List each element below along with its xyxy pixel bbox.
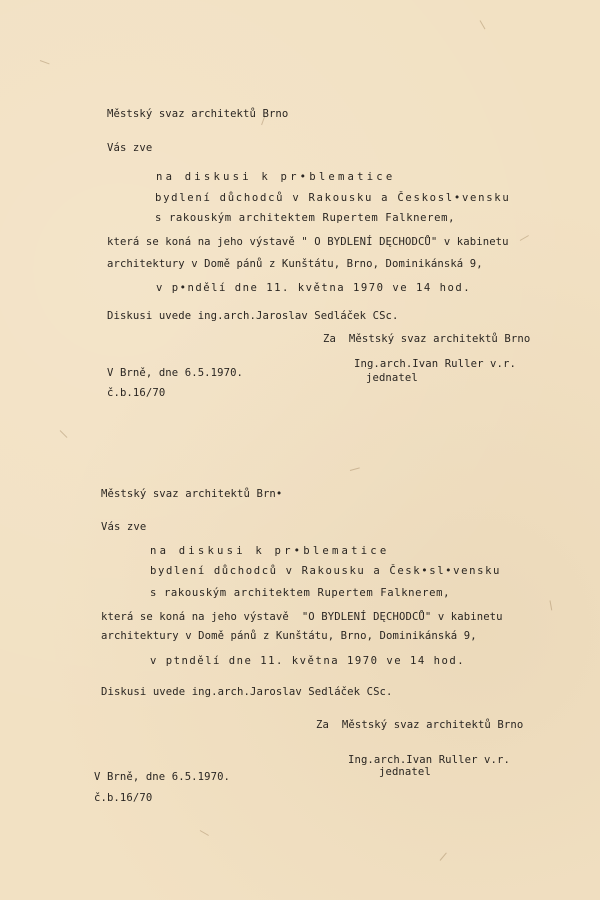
venue-line-2: architektury v Domě pánů z Kunštátu, Brno, Dominikánská 9, [101,630,477,642]
organization-name: Městský svaz architektů Brno [107,108,289,120]
paper-fiber [550,600,553,610]
discussion-host: Diskusi uvede ing.arch.Jaroslav Sedláček CSc. [101,686,393,698]
topic-line-2: bydlení důchodců v Rakousku a Česk•sl•vensku [150,565,502,577]
venue-line-1: která se koná na jeho výstavě "O BYDLENÍ DĘCHODCŮ" v kabinetu [101,611,503,623]
date-line: v ptndělí dne 11. května 1970 ve 14 hod. [150,655,466,667]
signatory-name: Ing.arch.Ivan Ruller v.r. [348,754,510,766]
venue-line-1: která se koná na jeho výstavě " O BYDLENÍ DĘCHODCŮ" v kabinetu [107,236,509,248]
reference-number: č.b.16/70 [94,792,153,804]
signatory-title: jednatel [366,372,418,384]
greeting: Vás zve [101,521,147,533]
signature-on-behalf: Za Městský svaz architektů Brno [316,719,524,731]
signatory-title: jednatel [379,766,431,778]
topic-line-1: na diskusi k pr•blematice [156,171,396,183]
paper-fiber [440,853,447,861]
greeting: Vás zve [107,142,153,154]
organization-name: Městský svaz architektů Brn• [101,488,283,500]
paper-fiber [40,60,50,64]
venue-line-2: architektury v Domě pánů z Kunštátu, Brno, Dominikánská 9, [107,258,483,270]
reference-number: č.b.16/70 [107,387,166,399]
paper-fiber [200,830,209,836]
place-date: V Brně, dne 6.5.1970. [107,367,244,379]
topic-line-2: bydlení důchodců v Rakousku a Českosl•vensku [155,192,511,204]
date-line: v p•ndělí dne 11. května 1970 ve 14 hod. [156,282,472,294]
topic-line-3: s rakouským architektem Rupertem Falknerem, [155,212,456,224]
paper-fiber [60,430,68,438]
topic-line-1: na diskusi k pr•blematice [150,545,390,557]
signatory-name: Ing.arch.Ivan Ruller v.r. [354,358,516,370]
discussion-host: Diskusi uvede ing.arch.Jaroslav Sedláček CSc. [107,310,399,322]
paper-fiber [520,235,529,241]
signature-on-behalf: Za Městský svaz architektů Brno [323,333,531,345]
topic-line-3: s rakouským architektem Rupertem Falknerem, [150,587,451,599]
place-date: V Brně, dne 6.5.1970. [94,771,231,783]
paper-fiber [350,467,360,471]
paper-fiber [480,20,486,29]
